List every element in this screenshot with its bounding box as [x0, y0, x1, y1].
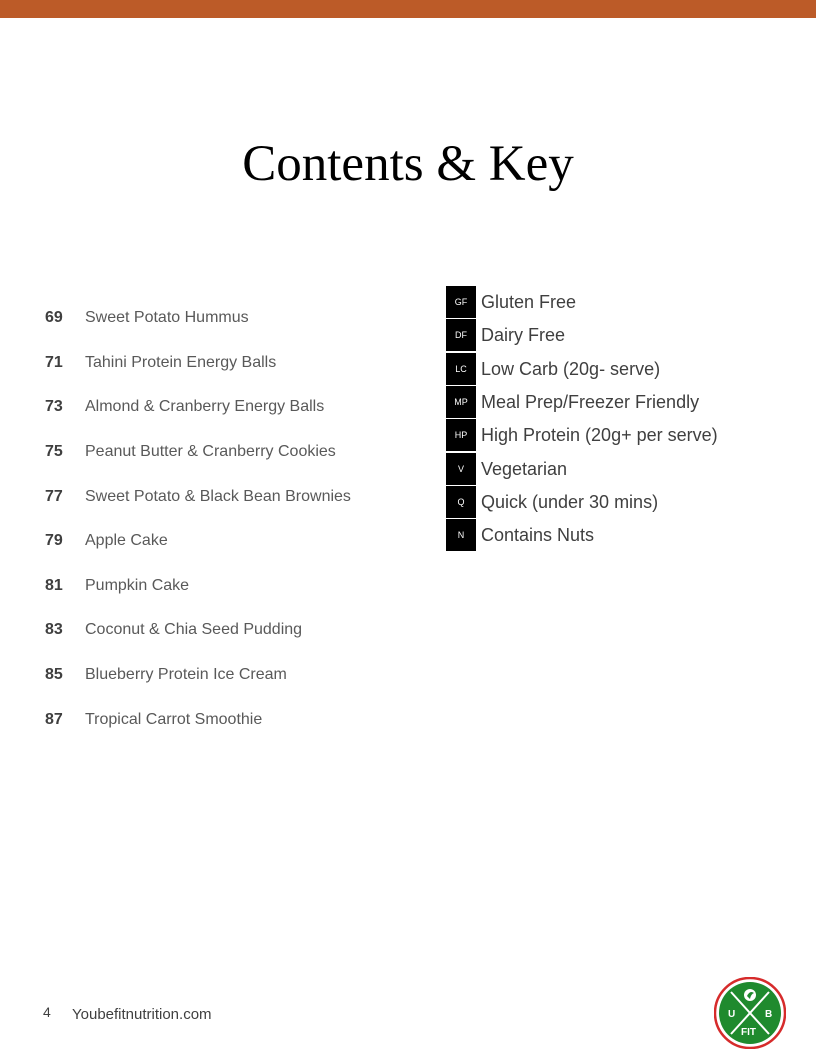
footer-page-number: 4: [43, 1004, 51, 1020]
contents-item[interactable]: [45, 385, 425, 430]
page-title: Contents & Key: [242, 136, 574, 192]
contents-item[interactable]: [45, 564, 425, 609]
contents-item[interactable]: [45, 341, 425, 386]
key-badge: GF: [446, 286, 476, 319]
key-item: [446, 519, 786, 552]
key-label: Quick (under 30 mins): [481, 491, 659, 512]
contents-recipe-title: Almond & Cranberry Energy Balls: [85, 398, 325, 416]
contents-page-number: 83: [45, 621, 63, 639]
key-item: [446, 319, 786, 352]
key-label: Dairy Free: [481, 325, 566, 346]
contents-list: [45, 296, 425, 742]
contents-page-number: 71: [45, 353, 63, 371]
key-badge: N: [446, 519, 476, 552]
ubfit-logo: [714, 977, 786, 1049]
key-label: Vegetarian: [481, 458, 568, 479]
contents-recipe-title: Peanut Butter & Cranberry Cookies: [85, 443, 336, 461]
contents-recipe-title: Sweet Potato & Black Bean Brownies: [85, 487, 351, 505]
key-badge: DF: [446, 319, 476, 352]
contents-recipe-title: Tropical Carrot Smoothie: [85, 710, 263, 728]
key-item: [446, 486, 786, 519]
key-label: Low Carb (20g- serve): [481, 358, 661, 379]
contents-item[interactable]: [45, 697, 425, 742]
key-item: [446, 286, 786, 319]
key-badge: LC: [446, 353, 476, 386]
header-accent-bar: [0, 0, 816, 18]
key-badge: HP: [446, 419, 476, 452]
footer-website[interactable]: Youbefitnutrition.com: [72, 1006, 212, 1023]
contents-item[interactable]: [45, 608, 425, 653]
contents-recipe-title: Sweet Potato Hummus: [85, 309, 249, 327]
contents-page-number: 87: [45, 710, 63, 728]
key-badge: Q: [446, 486, 476, 519]
contents-recipe-title: Pumpkin Cake: [85, 576, 190, 594]
contents-page-number: 75: [45, 443, 63, 461]
key-item: [446, 353, 786, 386]
contents-page-number: 81: [45, 576, 63, 594]
contents-item[interactable]: [45, 653, 425, 698]
contents-item[interactable]: [45, 296, 425, 341]
contents-item[interactable]: [45, 474, 425, 519]
contents-page-number: 79: [45, 532, 63, 550]
contents-recipe-title: Coconut & Chia Seed Pudding: [85, 621, 303, 639]
contents-recipe-title: Tahini Protein Energy Balls: [85, 353, 277, 371]
logo-letters-fit: FIT: [741, 1027, 756, 1038]
key-badge: V: [446, 453, 476, 486]
key-item: [446, 419, 786, 452]
key-item: [446, 386, 786, 419]
key-item: [446, 452, 786, 485]
logo-letter-u: U: [728, 1009, 736, 1020]
logo-letter-b: B: [765, 1009, 773, 1020]
key-badge: MP: [446, 386, 476, 419]
contents-page-number: 77: [45, 487, 63, 505]
key-label: High Protein (20g+ per serve): [481, 425, 718, 446]
key-label: Contains Nuts: [481, 525, 595, 546]
key-label: Meal Prep/Freezer Friendly: [481, 392, 700, 413]
key-label: Gluten Free: [481, 292, 577, 313]
contents-page-number: 85: [45, 666, 63, 684]
contents-recipe-title: Apple Cake: [85, 532, 168, 550]
contents-recipe-title: Blueberry Protein Ice Cream: [85, 666, 287, 684]
contents-item[interactable]: [45, 519, 425, 564]
contents-item[interactable]: [45, 430, 425, 475]
contents-page-number: 73: [45, 398, 63, 416]
dietary-key: [446, 286, 786, 552]
contents-page-number: 69: [45, 309, 63, 327]
